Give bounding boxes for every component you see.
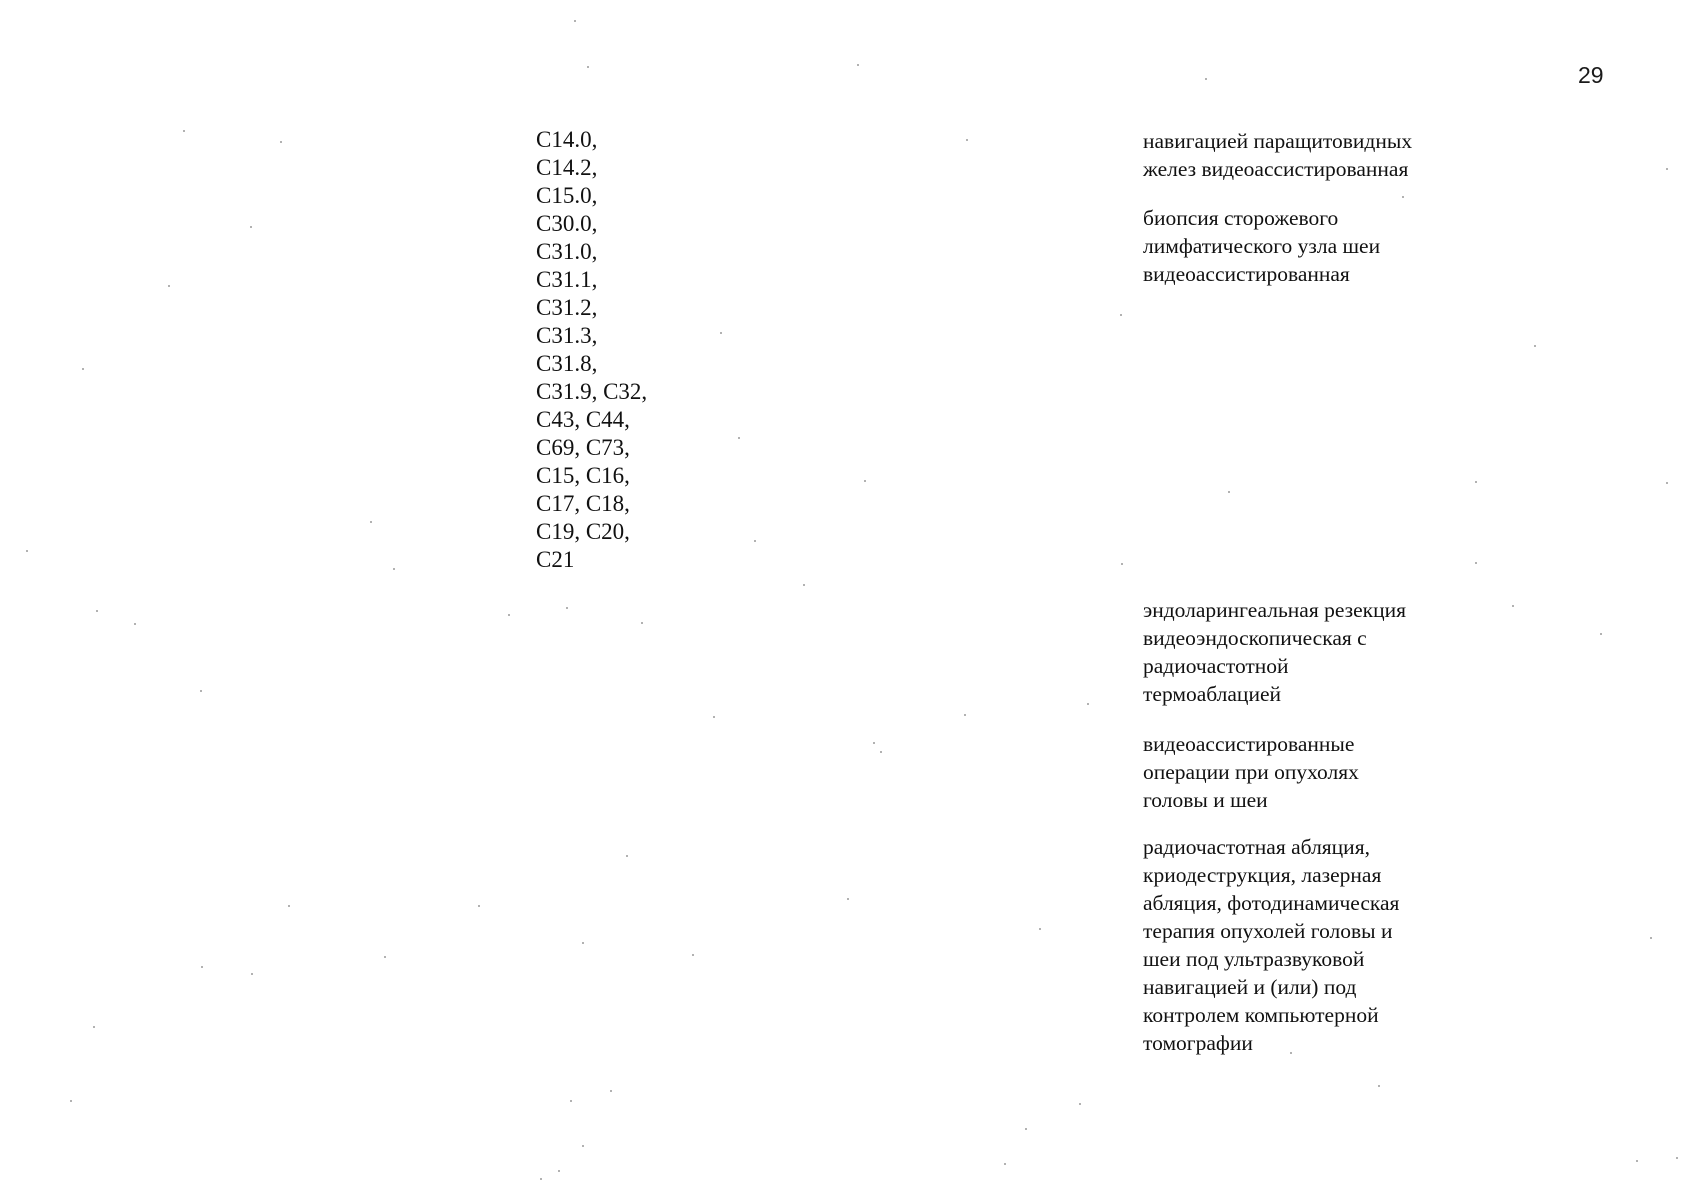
procedure-line: радиочастотная абляция, [1143,835,1370,859]
scan-speck [570,1100,572,1102]
scan-speck [610,1090,612,1092]
scan-speck [183,130,185,132]
diagnosis-code: C31.9, C32, [536,379,648,404]
diagnosis-code: C14.2, [536,155,598,180]
scan-speck [1004,1163,1006,1165]
scan-speck [540,1178,542,1180]
procedure-line: видеоассистированные [1143,732,1355,756]
scan-speck [70,1100,72,1102]
procedure-sentinel-node-biopsy [1143,204,1473,288]
scan-speck [692,954,694,956]
procedure-line: контролем компьютерной [1143,1003,1379,1027]
scan-speck [250,226,252,228]
procedure-parathyroid-navigation [1143,127,1473,183]
scan-speck [288,905,290,907]
scan-speck [873,742,875,744]
diagnosis-code: C19, C20, [536,519,630,544]
procedure-line: эндоларингеальная резекция [1143,598,1407,622]
procedure-line: криодеструкция, лазерная [1143,863,1382,887]
scan-speck [1025,1128,1027,1130]
diagnosis-code: C31.1, [536,267,598,292]
scan-speck [1039,928,1041,930]
diagnosis-code: C21 [536,547,575,572]
diagnosis-code: C31.3, [536,323,598,348]
scan-speck [713,716,715,718]
scan-speck [201,966,203,968]
scan-speck [964,714,966,716]
scan-speck [1121,563,1123,565]
scan-speck [384,956,386,958]
scan-speck [864,480,866,482]
scan-speck [168,285,170,287]
diagnosis-code: C17, C18, [536,491,630,516]
procedure-line: операции при опухолях [1143,760,1359,784]
procedure-line: шеи под ультразвуковой [1143,947,1365,971]
scan-speck [582,942,584,944]
scan-speck [370,521,372,523]
scan-speck [582,1145,584,1147]
scan-speck [1534,345,1536,347]
scan-speck [1378,1085,1380,1087]
scan-speck [1475,481,1477,483]
scan-speck [574,20,576,22]
scan-speck [1228,491,1230,493]
procedure-line: головы и шеи [1143,788,1268,812]
scan-speck [738,437,740,439]
diagnosis-code: C69, C73, [536,435,630,460]
procedure-line: видеоэндоскопическая с [1143,626,1367,650]
procedure-line: томографии [1143,1031,1253,1055]
procedure-line: терапия опухолей головы и [1143,919,1393,943]
page-number: 29 [1578,62,1604,88]
diagnosis-code: C15, C16, [536,463,630,488]
diagnosis-code: C15.0, [536,183,598,208]
scan-speck [803,584,805,586]
scan-speck [1650,937,1652,939]
diagnosis-code-list [536,126,647,574]
scan-speck [1636,1160,1638,1162]
procedure-line: желез видеоассистированная [1143,157,1409,181]
diagnosis-code: C30.0, [536,211,598,236]
procedure-video-assisted-operations [1143,730,1473,814]
scan-speck [134,623,136,625]
scan-speck [1290,1052,1292,1054]
procedure-line: абляция, фотодинамическая [1143,891,1400,915]
scan-speck [966,139,968,141]
scan-speck [251,973,253,975]
scan-speck [587,66,589,68]
diagnosis-code: C14.0, [536,127,598,152]
scan-speck [1087,703,1089,705]
diagnosis-code: C31.8, [536,351,598,376]
scan-speck [1079,1103,1081,1105]
scan-speck [720,332,722,334]
scan-speck [1600,633,1602,635]
scan-speck [847,898,849,900]
diagnosis-code: C31.0, [536,239,598,264]
scan-speck [200,690,202,692]
scan-speck [880,751,882,753]
scan-speck [1120,314,1122,316]
scan-speck [478,905,480,907]
scan-speck [1666,168,1668,170]
scan-speck [280,141,282,143]
scan-speck [96,610,98,612]
scan-speck [508,614,510,616]
scan-speck [566,607,568,609]
procedure-line: биопсия сторожевого [1143,206,1339,230]
procedure-ablation-therapy [1143,833,1473,1057]
procedure-line: видеоассистированная [1143,262,1350,286]
procedure-line: термоаблацией [1143,682,1281,706]
scan-speck [558,1170,560,1172]
scan-speck [1205,78,1207,80]
scan-speck [857,64,859,66]
scan-speck [1512,605,1514,607]
scan-speck [393,568,395,570]
procedure-line: навигацией паращитовидных [1143,129,1413,153]
diagnosis-code: C43, C44, [536,407,630,432]
diagnosis-code: C31.2, [536,295,598,320]
scan-speck [1475,562,1477,564]
procedure-line: лимфатического узла шеи [1143,234,1381,258]
scan-speck [754,540,756,542]
scan-speck [1666,482,1668,484]
scan-speck [1676,1157,1678,1159]
procedure-line: навигацией и (или) под [1143,975,1357,999]
scan-speck [26,550,28,552]
procedure-line: радиочастотной [1143,654,1289,678]
scan-speck [641,622,643,624]
scan-speck [93,1026,95,1028]
procedure-endolaryngeal-resection [1143,596,1473,708]
scan-speck [82,368,84,370]
scan-speck [626,855,628,857]
scan-speck [1402,196,1404,198]
